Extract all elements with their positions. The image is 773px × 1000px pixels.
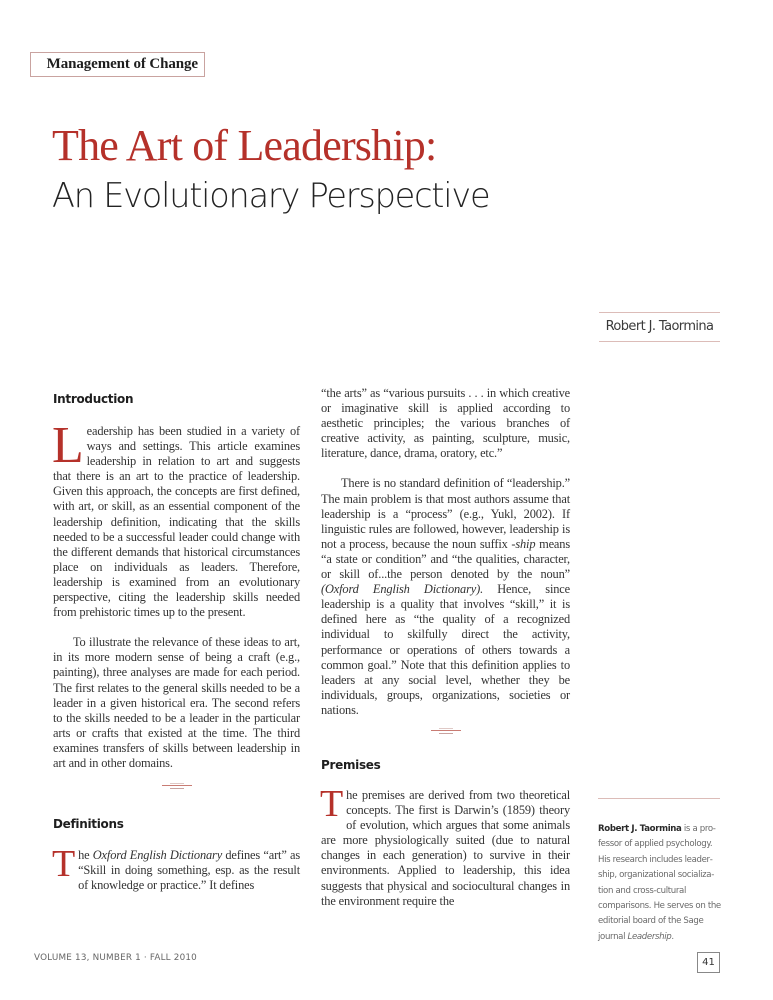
section-divider [162,783,192,791]
section-tag: Management of Change [30,52,205,77]
article-subtitle: An Evolutionary Perspective [52,176,490,215]
dropcap: T [52,843,76,886]
heading-introduction: Introduction [53,392,134,406]
heading-premises: Premises [321,757,381,772]
bio-text: is a professor of applied psychology. His research includes leadership, organizational socialization and cross-cultural comparisons. He serves on the editorial board of the Sage journal [598,824,721,942]
definitions-paragraph-1 [52,843,300,893]
author-byline: Robert J. Taormina [599,312,720,342]
premises-paragraph-1 [320,782,570,909]
article-title: The Art of Leadership: [52,121,437,170]
bio-name: Robert J. Taormina [598,824,682,834]
author-bio [598,822,723,945]
issue-info: VOLUME 13, NUMBER 1 · FALL 2010 [34,953,197,963]
def-p2-a: There is no standard definition of “leadership.” The main problem is that most authors assume that leadership is a “process” (e.g., Yukl, 2002). If linguistic rules are followed, however, leadership is not a process, because the noun suffix [321,476,570,551]
column-left [53,390,300,893]
column-middle [321,386,570,909]
def-p1-a: he [78,848,93,863]
definitions-paragraph-2 [321,476,570,718]
def-p1-b: defines “art” as “Skill in doing something, esp. as the result of knowledge or practice.” It defines [78,848,300,893]
section-divider [431,728,461,736]
def-p2-c: Hence, since leadership is a quality that involves “skill,” it is defined here as “the quality of a recognized individual to skilfully direct the activity, performance or operations of others towards a common goal.” Note that this definition applies to leaders at any social level, whether they be individuals, groups, organizations, societies or nations. [321,582,570,717]
premises-p1-text: he premises are derived from two theoretical concepts. The first is Darwin’s (1859) theory of evolution, which argues that some animals are more physiologically suited (due to natural changes in each generation) to survive in their environments. Applied to leadership, this idea suggests that physical and sociocultural changes in the environment require the [321,787,570,908]
dropcap: T [320,782,344,825]
intro-paragraph-2: To illustrate the relevance of these ideas to art, in its more modern sense of being a craft (e.g., painting), three analyses are made for each period. The first relates to the general skills needed to be a leader in a given historical era. The second refers to the skills needed to be a leader in the particular arts or crafts that existed at the time. The third examines transfers of skills between leadership in art and in other domains. [53,635,300,770]
bio-journal: Leadership [627,931,672,942]
bio-end: . [671,931,674,942]
bio-rule [598,798,720,799]
definitions-paragraph-1-continued: “the arts” as “various pursuits . . . in which creative or imaginative skill is applied according to aesthetic principles; the various branches of creative activity, as painting, sculpture, music, literature, dance, drama, oratory, etc.” [321,386,570,461]
def-p2-b: means “a state or condition” and “the qualities, character, or skill of...the person denoted by the noun” [321,536,570,582]
def-p2-italic-suffix: -ship [511,536,536,551]
heading-definitions: Definitions [53,817,124,832]
dropcap: L [52,417,84,474]
page-number: 41 [697,952,720,973]
intro-paragraph-1 [52,417,300,620]
def-p2-italic-source: (Oxford English Dictionary). [321,582,484,597]
intro-p1-text: eadership has been studied in a variety of ways and settings. This article examines leadership in relation to art and suggests that there is an art to the practice of leadership. Given this approach, the concepts are first defined, with art, or skill, as an essential component of the leadership definition, indicating that the skills needed to be a successful leader could change with the different demands that historical circumstances place on individuals as leaders. Therefore, leadership is examined from an evolutionary perspective, citing the leadership skills needed from prehistoric times up to the present. [53,424,300,620]
def-p1-italic: Oxford English Dictionary [92,848,223,863]
